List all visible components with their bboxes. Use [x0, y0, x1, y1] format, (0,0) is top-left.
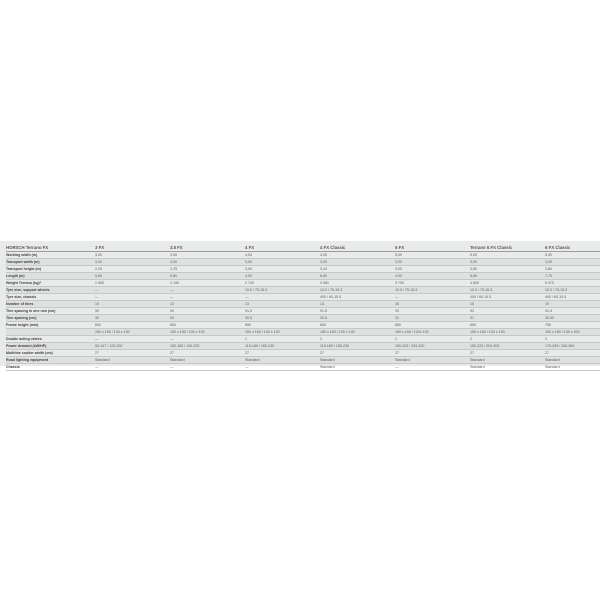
table-cell: 31 — [470, 315, 545, 322]
table-cell: Standard — [170, 357, 245, 364]
table-cell: 10.0 / 75-15.3 — [320, 287, 395, 294]
row-label: Tyre size, support wheels — [6, 287, 95, 294]
table-cell: 93 — [470, 308, 545, 315]
table-cell: Standard — [95, 357, 170, 364]
table-cell: 3,00 — [95, 252, 170, 259]
table-cell: 650 — [245, 322, 320, 329]
table-cell: 1 — [245, 336, 320, 343]
table-cell: Standard — [545, 357, 600, 364]
row-label: Power demand (kW/HP) — [6, 343, 95, 350]
table-cell: 3 700 — [395, 280, 470, 287]
row-label: Tyre size, chassis — [6, 294, 95, 301]
table-header-model: 4 FX — [245, 244, 320, 252]
table-row — [6, 343, 600, 350]
table-cell: 27 — [95, 350, 170, 357]
row-label: Tine spacing (cm) — [6, 315, 95, 322]
table-cell: 4 800 — [470, 280, 545, 287]
table-cell: 3,50 — [170, 252, 245, 259]
table-row — [6, 266, 600, 273]
table-body — [6, 252, 600, 371]
table-cell: 650 — [470, 322, 545, 329]
table-cell: 650 — [95, 322, 170, 329]
table-header-model: 6 FX Classic — [545, 244, 600, 252]
table-cell: — — [245, 294, 320, 301]
table-cell: 5,80 — [95, 273, 170, 280]
table-cell: 30,50 — [545, 315, 600, 322]
table-cell: 90 — [95, 308, 170, 315]
table-cell: 10 — [95, 301, 170, 308]
table-cell: 6,80 — [470, 273, 545, 280]
table-cell: 93 — [395, 308, 470, 315]
table-row — [6, 280, 600, 287]
row-label: Working width (m) — [6, 252, 95, 259]
table-cell: — — [170, 287, 245, 294]
table-row — [6, 315, 600, 322]
table-header-row — [6, 244, 600, 252]
table-cell: 90 — [170, 308, 245, 315]
table-row — [6, 329, 600, 336]
table-cell: 100-165 / 140-220 — [170, 343, 245, 350]
table-cell: 10.0 / 75-15.3 — [245, 287, 320, 294]
table-cell: 2 — [320, 336, 395, 343]
table-cell: 179-269 / 240-360 — [545, 343, 600, 350]
row-label: Multitine coulter width (cm) — [6, 350, 95, 357]
table-cell: 10.0 / 75-15.3 — [470, 287, 545, 294]
table-cell: 400 / 60-15.5 — [545, 294, 600, 301]
table-cell: 3,00 — [245, 266, 320, 273]
table-cell: 400 / 60-15.5 — [470, 294, 545, 301]
table-row — [6, 273, 600, 280]
table-row — [6, 357, 600, 364]
table-cell: 650 — [320, 322, 395, 329]
table-cell: 650 — [395, 322, 470, 329]
table-cell: 3 960 — [320, 280, 395, 287]
table-cell: 150-220 / 209-300 — [395, 343, 470, 350]
table-cell: — — [95, 287, 170, 294]
table-cell: — — [95, 336, 170, 343]
table-cell: 150-220 / 209-300 — [470, 343, 545, 350]
table-cell: Standard — [470, 357, 545, 364]
table-row — [6, 308, 600, 315]
table-header-model: 5 FX — [395, 244, 470, 252]
table-cell: Standard — [320, 364, 395, 371]
table-cell: 4,00 — [245, 252, 320, 259]
table-row — [6, 252, 600, 259]
table-row — [6, 301, 600, 308]
table-cell: 4,00 — [245, 273, 320, 280]
table-cell: 400 / 60-15.5 — [320, 294, 395, 301]
row-label: Road lighting equipment — [6, 357, 95, 364]
table-header-model: 3.5 FX — [170, 244, 245, 252]
table-cell: 750 — [545, 322, 600, 329]
table-cell: 3,00 — [395, 266, 470, 273]
row-label: Weight Terrano (kg)* — [6, 280, 95, 287]
table-cell: 5,00 — [395, 252, 470, 259]
table-cell: 5,90 — [545, 252, 600, 259]
table-cell: 150 x 150 / 130 x 130 — [470, 329, 545, 336]
row-label: Length (m) — [6, 273, 95, 280]
table-cell: 13 — [320, 301, 395, 308]
table-cell: 31 — [395, 315, 470, 322]
table-cell: 30,5 — [320, 315, 395, 322]
table-cell: 4,00 — [395, 273, 470, 280]
table-header-model: Terrano 5 FX Classic — [470, 244, 545, 252]
table-cell: 3,80 — [470, 266, 545, 273]
row-label: Chassis — [6, 364, 95, 371]
table-cell: 150 x 150 / 130 x 130 — [320, 329, 395, 336]
table-cell: 30,5 — [245, 315, 320, 322]
table-header-model: 4 FX Classic — [320, 244, 395, 252]
table-cell: 3,50 — [170, 259, 245, 266]
table-cell: 91,5 — [245, 308, 320, 315]
table-cell: 3,00 — [245, 259, 320, 266]
table-cell: 2 190 — [170, 280, 245, 287]
table-cell: 5,00 — [470, 252, 545, 259]
table-cell: 150 x 150 / 130 x 130 — [170, 329, 245, 336]
table-cell: 3,00 — [470, 259, 545, 266]
table-cell: Standard — [395, 357, 470, 364]
table-row — [6, 336, 600, 343]
table-cell: 150 x 150 / 120x 130 — [395, 329, 470, 336]
table-row — [6, 350, 600, 357]
row-label: Tine spacing in one row (cm) — [6, 308, 95, 315]
table-cell: 3,00 — [545, 259, 600, 266]
table-cell: 3,00 — [320, 259, 395, 266]
table-cell: 2 — [545, 336, 600, 343]
table-cell: 90-147 / 120-200 — [95, 343, 170, 350]
table-cell: — — [395, 364, 470, 371]
table-header-model: 3 FX — [95, 244, 170, 252]
table-cell: 10.0 / 75-15.3 — [395, 287, 470, 294]
table-cell: — — [245, 364, 320, 371]
table-row — [6, 322, 600, 329]
table-cell: 27 — [470, 350, 545, 357]
row-label: Number of tines — [6, 301, 95, 308]
table-cell: 119-180 / 160-230 — [320, 343, 395, 350]
row-label: Double acting valves — [6, 336, 95, 343]
table-cell: 10.0 / 75-15.3 — [545, 287, 600, 294]
spec-table-panel — [0, 241, 600, 369]
table-row — [6, 294, 600, 301]
table-cell: Standard — [470, 364, 545, 371]
table-cell: 29 — [170, 315, 245, 322]
table-cell: 91,5 — [320, 308, 395, 315]
table-cell: 150 x 150 / 130 x 130 — [95, 329, 170, 336]
table-cell: 2,25 — [95, 266, 170, 273]
table-cell: 19 — [545, 301, 600, 308]
table-cell: 16 — [395, 301, 470, 308]
table-cell: 3,00 — [95, 259, 170, 266]
table-cell: 27 — [320, 350, 395, 357]
table-cell: 12 — [170, 301, 245, 308]
table-cell: — — [170, 294, 245, 301]
table-row — [6, 364, 600, 371]
table-cell: 91,5 — [545, 308, 600, 315]
table-cell: 30 — [95, 315, 170, 322]
table-cell: Standard — [245, 357, 320, 364]
table-header-product: HORSCH Terrano FX — [6, 244, 95, 252]
table-cell: 27 — [245, 350, 320, 357]
table-cell: 150 x 150 / 130 x 130 — [245, 329, 320, 336]
table-cell: 119-180 / 160-230 — [245, 343, 320, 350]
row-label — [6, 329, 95, 336]
table-cell: 1 960 — [95, 280, 170, 287]
table-cell: 5,80 — [170, 273, 245, 280]
row-label: Frame height (mm) — [6, 322, 95, 329]
spec-table — [6, 244, 600, 371]
table-cell: 27 — [545, 350, 600, 357]
table-cell: — — [395, 294, 470, 301]
table-cell: 3,00 — [395, 259, 470, 266]
table-cell: 16 — [470, 301, 545, 308]
table-cell: 27 — [170, 350, 245, 357]
table-cell: 27 — [395, 350, 470, 357]
table-cell: 2 — [470, 336, 545, 343]
table-cell: 1 — [395, 336, 470, 343]
table-cell: 650 — [170, 322, 245, 329]
table-cell: — — [170, 364, 245, 371]
table-cell: 150 x 150 / 130 x 200 — [545, 329, 600, 336]
table-cell: — — [95, 294, 170, 301]
row-label: Transport width (m) — [6, 259, 95, 266]
table-cell: 2 740 — [245, 280, 320, 287]
table-cell: 4,00 — [320, 252, 395, 259]
row-label: Transport height (m) — [6, 266, 95, 273]
table-cell: 3,80 — [545, 266, 600, 273]
table-cell: 5 470 — [545, 280, 600, 287]
table-row — [6, 287, 600, 294]
table-cell: 2,25 — [170, 266, 245, 273]
table-cell: 7,70 — [545, 273, 600, 280]
table-cell: 6,80 — [320, 273, 395, 280]
table-cell: — — [170, 336, 245, 343]
table-cell: — — [95, 364, 170, 371]
table-cell: Standard — [545, 364, 600, 371]
table-cell: 13 — [245, 301, 320, 308]
table-cell: 3,10 — [320, 266, 395, 273]
table-cell: Standard — [320, 357, 395, 364]
table-row — [6, 259, 600, 266]
